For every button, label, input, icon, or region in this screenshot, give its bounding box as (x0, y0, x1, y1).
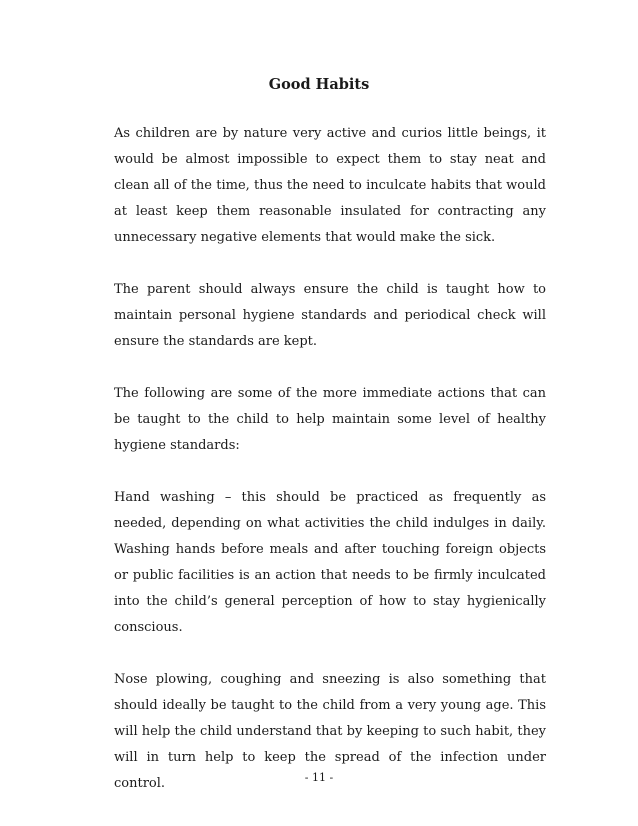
paragraph-nose-blowing: Nose plowing, coughing and sneezing is also something that should ideally be taught to the child from a very young age. This will help the child understand that by keeping to such habit, they will in turn help to keep the spread of the infection under control. (114, 672, 546, 791)
page-title: Good Habits (268, 76, 370, 93)
paragraph-actions-intro: The following are some of the more immediate actions that can be taught to the child to help maintain some level of healthy hygiene standards: (114, 386, 546, 453)
paragraph-parent-role: The parent should always ensure the child is taught how to maintain personal hygiene standards and periodical check will ensure the standards are kept. (114, 282, 546, 349)
page-number: - 11 - (304, 771, 334, 784)
paragraph-intro: As children are by nature very active and curios little beings, it would be almost impossible to expect them to stay neat and clean all of the time, thus the need to inculcate habits that would at least keep them reasonable insulated for contracting any unnecessary negative elements that would make the sick. (114, 126, 546, 245)
body-text (114, 121, 546, 823)
paragraph-hand-washing: Hand washing – this should be practiced as frequently as needed, depending on what activities the child indulges in daily. Washing hands before meals and after touching foreign objects or public facilities is an action that needs to be firmly inculcated into the child’s general perception of how to stay hygienically conscious. (114, 490, 546, 635)
